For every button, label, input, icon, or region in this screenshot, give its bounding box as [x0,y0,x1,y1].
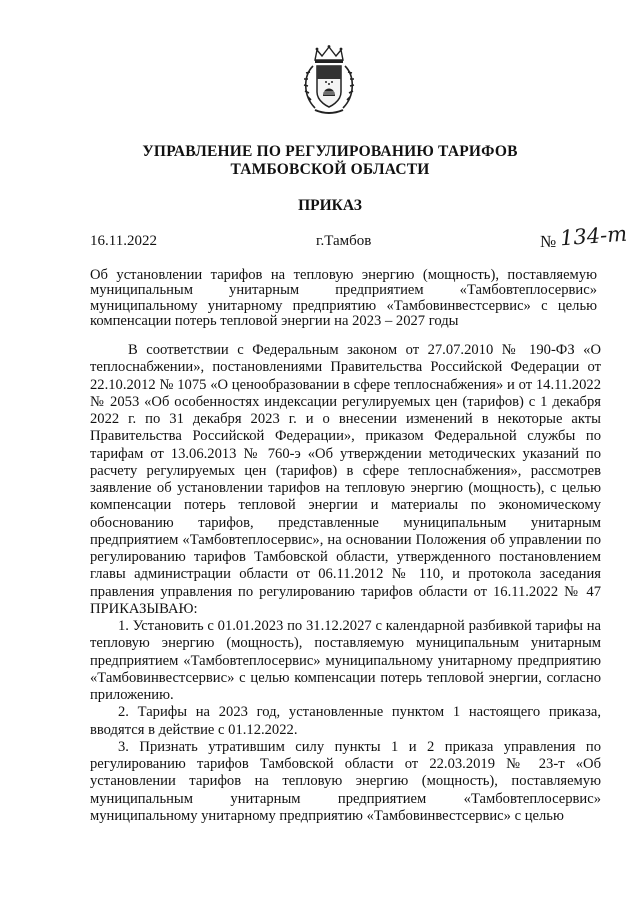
clause-2: 2. Тарифы на 2023 год, установленные пунктом 1 настоящего приказа, вводятся в действие с 01.12.2022. [90,704,601,738]
document-city: г.Тамбов [316,233,372,249]
document-date: 16.11.2022 [90,233,157,249]
clause-1: 1. Установить с 01.01.2023 по 31.12.2027 с календарной разбивкой тарифы на тепловую энергию (мощность), поставляемую муниципальным унитарным предприятием «Тамбовтеплосервис» муниципальному унитарному предприятию «Тамбовинвестсервис» с целью компенсации потерь тепловой энергии, согласно приложению. [90,618,601,703]
clause-3: 3. Признать утратившим силу пункты 1 и 2 приказа управления по регулированию тарифов Тамбовской области от 22.03.2019 № 23-т «Об установлении тарифов на тепловую энергию (мощность), поставляемую муниципальным унитарным предприятием «Тамбовтеплосервис» муниципальному унитарному предприятию «Тамбовинвестсервис» с целью [90,738,601,824]
document-subject: Об установлении тарифов на тепловую энергию (мощность), поставляемую муниципальным унитарным предприятием «Тамбовтеплосервис» муниципальному унитарному предприятию «Тамбовинвестсервис» с целью компенсации потерь тепловой энергии на 2023 – 2027 годы [90,267,597,329]
organization-title: УПРАВЛЕНИЕ ПО РЕГУЛИРОВАНИЮ ТАРИФОВ [142,143,518,160]
document-number-label: № [540,232,557,251]
organization-region: ТАМБОВСКОЙ ОБЛАСТИ [230,161,430,178]
coat-of-arms-emblem [301,44,357,118]
preamble-paragraph: В соответствии с Федеральным законом от 27.07.2010 № 190-ФЗ «О теплоснабжении», постановлениями Правительства Российской Федерации от 22.10.2012 № 1075 «О ценообразовании в сфере теплоснабжения» и от 14.11.2022 № 2053 «Об особенностях индексации регулируемых цен (тарифов) с 1 декабря 2022 г. по 31 декабря 2023 г. и о внесении изменений в некоторые акты Правительства Российской Федерации», приказом Федеральной службы по тарифам от 13.06.2013 № 760-э «Об утверждении методических указаний по расчету регулируемых цен (тарифов) в сфере теплоснабжения», рассмотрев заявление об установлении тарифов на тепловую энергию (мощность), с целью компенсации потерь тепловой энергии и материалы по экономическому обоснованию тарифов, представленные муниципальным унитарным предприятием «Тамбовтеплосервис», на основании Положения об управлении по регулированию тарифов Тамбовской области, утвержденного постановлением главы администрации области от 06.11.2012 № 110, и протокола заседания правления управления по регулированию тарифов области от 16.11.2022 № 47 ПРИКАЗЫВАЮ: [90,342,601,617]
document-body [90,342,601,825]
document-type: ПРИКАЗ [298,197,362,214]
document-number-handwritten: 134-т [559,221,628,251]
